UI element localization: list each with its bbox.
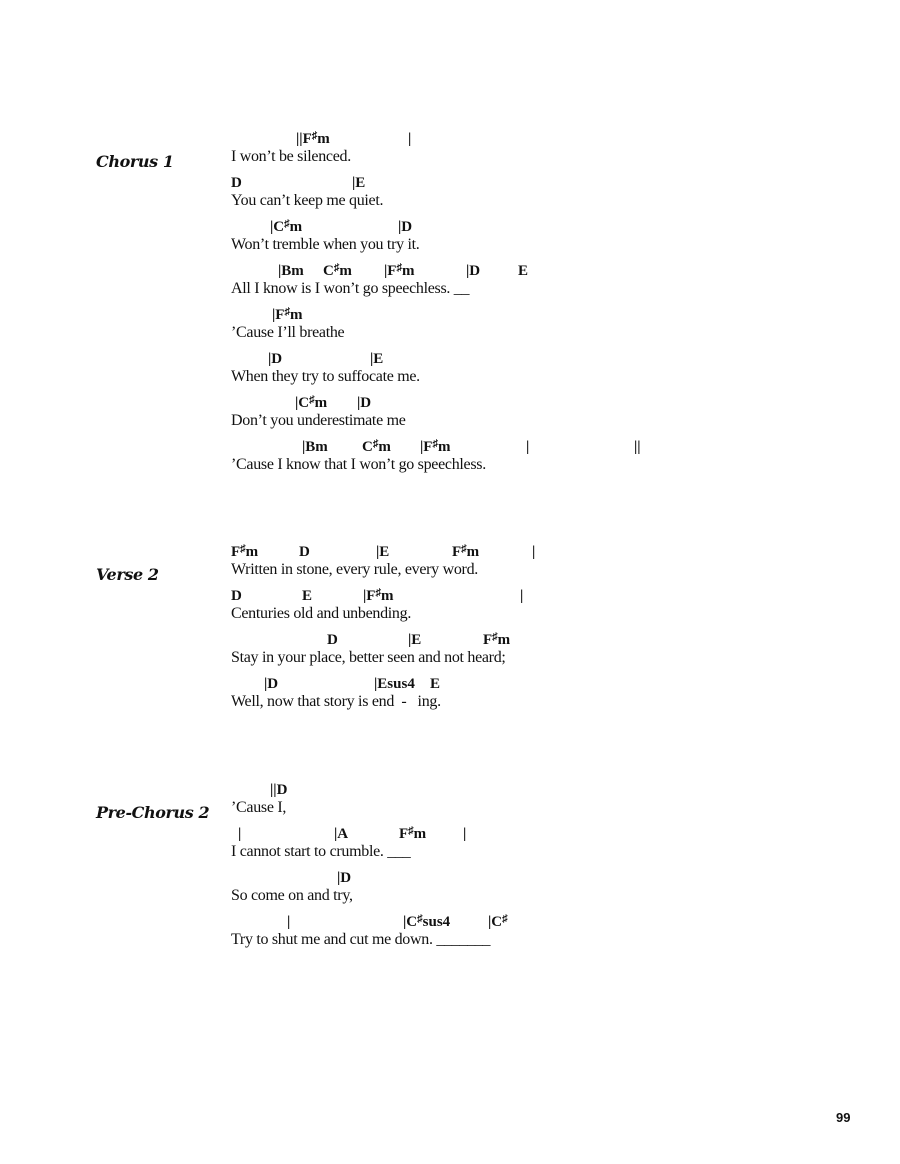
chord: |D [268,351,283,367]
song-line [0,779,900,823]
chord: |E [370,351,384,367]
chord: |Esus4 [374,676,415,692]
chord: D [299,544,310,560]
chord: | [287,914,291,930]
chord: E [430,676,441,692]
chord: |D [357,395,372,411]
chord: || [634,439,641,455]
chord: |E [376,544,390,560]
chord: |F♯m [384,262,415,279]
lyric-line: I won’t be silenced. [231,148,351,165]
chord: C♯m [362,438,391,455]
song-line [0,304,900,348]
song-line [0,541,900,585]
section-label: Pre-Chorus 2 [96,803,210,822]
chord: |D [466,263,481,279]
chord-line [0,216,900,238]
song-line [0,867,900,911]
section-verse-2 [0,541,900,717]
lyric-line: You can’t keep me quiet. [231,192,384,209]
chord-line [0,348,900,370]
lyric-line: Try to shut me and cut me down. _______ [231,931,491,948]
lyric-line: Won’t tremble when you try it. [231,236,420,253]
chord: E [302,588,313,604]
section-pre-chorus-2 [0,779,900,955]
lyric-line: When they try to suffocate me. [231,368,420,385]
page-number: 99 [836,1110,851,1125]
chord: C♯m [323,262,352,279]
chord-line [0,779,900,801]
chord-line [0,673,900,695]
song-line [0,260,900,304]
chord: |D [264,676,279,692]
chord: D [231,175,242,191]
chord: |D [337,870,352,886]
song-line [0,629,900,673]
chord: |Bm [302,439,328,455]
chord: |C♯ [488,913,508,930]
chord: | [408,131,412,147]
chord: |A [334,826,349,842]
chord: | [520,588,524,604]
chord: |C♯m [295,394,328,411]
chord: |Bm [278,263,304,279]
lyric-line: Centuries old and unbending. [231,605,412,622]
chord: | [526,439,530,455]
section-label: Chorus 1 [96,152,174,171]
lyric-line: So come on and try, [231,887,353,904]
chord: |F♯m [272,306,303,323]
lyric-line: ’Cause I know that I won’t go speechless. [231,456,486,473]
chord: D [231,588,242,604]
song-line [0,585,900,629]
song-line [0,823,900,867]
chord: ||F♯m [296,130,330,147]
lyric-line: I cannot start to crumble. ___ [231,843,411,860]
lyric-line: Don’t you underestimate me [231,412,406,429]
chord: |E [352,175,366,191]
song-line [0,216,900,260]
section-label: Verse 2 [96,565,159,584]
song-line [0,673,900,717]
chord: E [518,263,529,279]
chord: |C♯sus4 [403,913,451,930]
section-chorus-1 [0,128,900,480]
chord: F♯m [483,631,511,648]
chord-line [0,585,900,607]
song-line [0,436,900,480]
chord: D [327,632,338,648]
chord-line [0,867,900,889]
song-line [0,128,900,172]
chord: ||D [270,782,288,798]
chord: F♯m [452,543,480,560]
chord-line [0,392,900,414]
lyric-line: ’Cause I, [231,799,287,816]
lyric-line: Well, now that story is end - ing. [231,693,441,710]
song-line [0,172,900,216]
song-line [0,392,900,436]
lyric-line: ’Cause I’ll breathe [231,324,345,341]
chord: | [463,826,467,842]
chord: | [532,544,536,560]
chord-line [0,128,900,150]
chord: F♯m [399,825,427,842]
chord-line [0,172,900,194]
lyric-line: All I know is I won’t go speechless. __ [231,280,470,297]
song-line [0,911,900,955]
chord: |F♯m [363,587,394,604]
chord: |E [408,632,422,648]
chord: |F♯m [420,438,451,455]
lyric-line: Stay in your place, better seen and not heard; [231,649,506,666]
chord-line [0,304,900,326]
song-line [0,348,900,392]
chord: | [238,826,242,842]
lyric-line: Written in stone, every rule, every word. [231,561,478,578]
chord: |D [398,219,413,235]
chord: |C♯m [270,218,303,235]
chord-line [0,823,900,845]
chord: F♯m [231,543,259,560]
